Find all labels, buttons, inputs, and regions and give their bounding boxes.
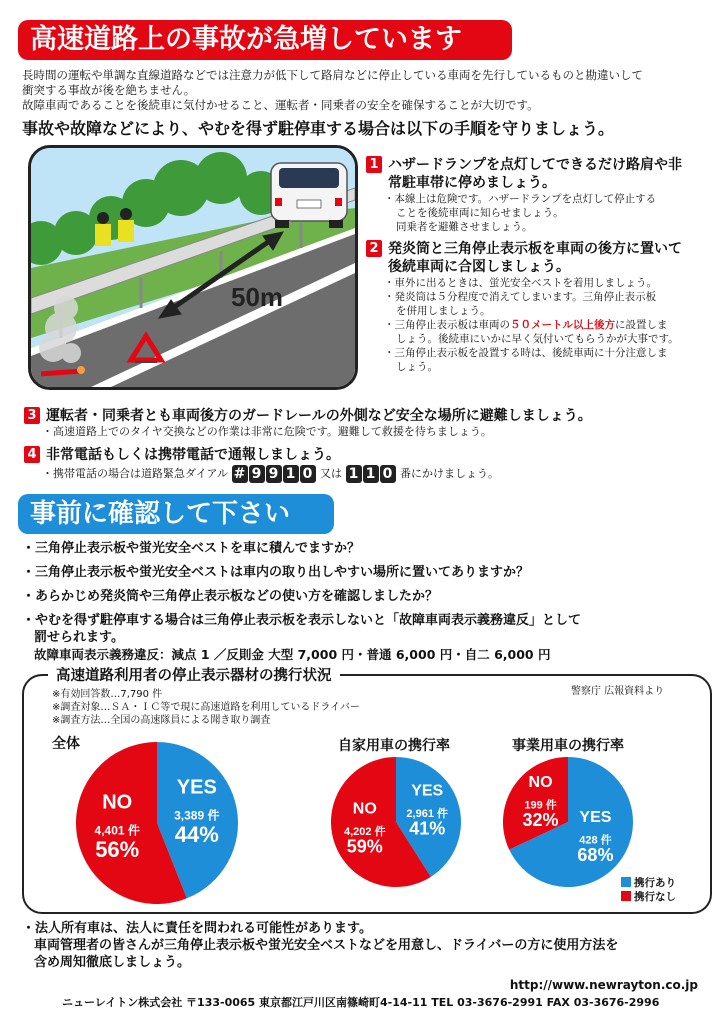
step-title: 常駐車帯に停めましょう。 (388, 175, 556, 191)
intro-line: 衝突する事故が後を絶ちません。 (22, 83, 196, 97)
check-item: ・やむを得ず駐停車する場合は三角停止表示板を表示しないと「故障車両表示義務違反」として (22, 613, 582, 628)
pie-yes-percent: 44% (174, 821, 219, 847)
survey-title: 高速道路利用者の停止表示器材の携行状況 (48, 664, 340, 685)
step-number: 1 (366, 156, 382, 173)
pie-no-name: NO (102, 791, 133, 814)
dial-digit: # (232, 465, 248, 483)
dial-digit: 9 (249, 465, 265, 483)
company-info: ニューレイトン株式会社 〒133-0065 東京都江戸川区南篠崎町4-14-11 TEL 03-3676-2991 FAX 03-3676-2996 (62, 996, 660, 1009)
survey-note: ※調査対象…ＳＡ・ＩＣ等で現に高速道路を利用しているドライバー (52, 702, 360, 713)
note-text: 又は (320, 467, 343, 480)
step-number: 2 (366, 240, 382, 257)
pie-no-percent: 59% (346, 836, 383, 857)
step-note: ・発炎筒は５分程度で消えてしまいます。三角停止表示板 (384, 291, 657, 303)
legend-label: 携行なし (634, 891, 676, 903)
step-title: 後続車両に合図しましょう。 (388, 259, 570, 275)
pie-no-count: 199 件 (524, 799, 557, 812)
pie-yes-count: 2,961 件 (406, 807, 449, 820)
dial-digit: 0 (300, 465, 316, 483)
dial-digit: 1 (363, 465, 379, 483)
legend-item-no (621, 890, 676, 904)
pie-no-name: NO (528, 773, 553, 791)
step-note: ・車外に出るときは、蛍光安全ベストを着用しましょう。 (384, 277, 657, 289)
penalty-line: 故障車両表示義務違反：減点 1 ／反則金 大型 7,000 円・普通 6,000 円・自二 6,000 円 (34, 647, 551, 662)
step-note: ・三角停止表示板を設置する時は、後続車両に十分注意しま (384, 347, 668, 359)
pie-no-count: 4,401 件 (94, 823, 140, 838)
corporate-note (22, 920, 712, 971)
check-item: ・三角停止表示板や蛍光安全ベストを車に積んでますか？ (22, 541, 361, 556)
step-note: しょう。後続車にいかに早く気付いてもらうかが大事です。 (396, 333, 679, 345)
check-item: ・あらかじめ発炎筒や三角停止表示板などの使い方を確認しましたか？ (22, 589, 439, 604)
corporate-note-line: ・法人所有車は、法人に責任を問われる可能性があります。 (22, 921, 372, 936)
lead-instruction: 事故や故障などにより、やむを得ず駐停車する場合は以下の手順を守りましょう。 (22, 119, 615, 138)
note-text: に設置しま (615, 319, 668, 331)
dial-digit: 1 (346, 465, 362, 483)
pie-no-percent: 32% (522, 810, 559, 831)
pie-yes-percent: 68% (577, 845, 614, 866)
chart-title: 自家用車の携行率 (338, 738, 450, 754)
distance-label: 50m (231, 282, 284, 312)
pie-no-name: NO (352, 800, 377, 818)
step-title: 非常電話もしくは携帯電話で通報しましょう。 (46, 447, 340, 463)
note-text: 番にかけましょう。 (400, 467, 500, 480)
note-text: ・携帯電話の場合は道路緊急ダイアル (42, 467, 229, 480)
step-number: 3 (24, 407, 40, 424)
pie-no-percent: 56% (95, 836, 140, 862)
pie-yes-name: YES (579, 808, 612, 826)
survey-note: ※調査方法…全国の高速隊員による聞き取り調査 (52, 715, 271, 726)
chart-title: 全体 (52, 736, 80, 752)
corporate-note-line: 含め周知徹底しましょう。 (34, 955, 191, 970)
step-note: ことを後続車両に知らせましょう。 (396, 207, 564, 219)
check-item: 罰せられます。 (34, 630, 124, 645)
intro-line: 長時間の運転や単調な直線道路などでは注意力が低下して路肩などに停止している車両を先行しているものと勘違いして (22, 68, 643, 82)
step-title: ハザードランプを点灯してできるだけ路肩や非 (388, 157, 682, 173)
step-note: ・本線上は危険です。ハザードランプを点灯して停止する (384, 193, 657, 205)
step-note: しょう。 (396, 361, 438, 373)
step-note: 同乗者を避難させましょう。 (396, 221, 533, 233)
pie-yes-name: YES (176, 776, 217, 799)
pie-yes-percent: 41% (409, 818, 446, 839)
pie-no-count: 4,202 件 (343, 826, 386, 839)
chart-title: 事業用車の携行率 (512, 738, 624, 754)
step-title: 発炎筒と三角停止表示板を車両の後方に置いて (388, 241, 682, 257)
company-url[interactable]: http://www.newrayton.co.jp (509, 978, 698, 992)
legend-swatch (621, 877, 631, 887)
dial-digit: 1 (283, 465, 299, 483)
check-title-banner: 事前に確認して下さい (18, 494, 334, 534)
dial-digit: 9 (266, 465, 282, 483)
legend-swatch (621, 891, 631, 901)
dial-digit: 0 (380, 465, 396, 483)
corporate-note-line: 車両管理者の皆さんが三角停止表示板や蛍光安全ベストなどを用意し、ドライバーの方に使用方法を (34, 938, 619, 953)
check-item: ・三角停止表示板や蛍光安全ベストは車内の取り出しやすい場所に置いてありますか？ (22, 565, 530, 580)
survey-note: ※有効回答数…7,790 件 (52, 689, 163, 700)
chart-legend (621, 876, 676, 904)
pie-yes-count: 428 件 (579, 834, 612, 847)
legend-label: 携行あり (634, 877, 676, 889)
pie-yes-name: YES (411, 782, 444, 800)
step-note: を併用しましょう。 (396, 305, 491, 317)
main-title-banner: 高速道路上の事故が急増しています (18, 20, 512, 60)
step-title: 運転者・同乗者とも車両後方のガードレールの外側など安全な場所に避難しましょう。 (46, 408, 592, 424)
note-text: ・三角停止表示板は車両の (384, 319, 510, 331)
survey-source: 警察庁 広報資料より (571, 686, 665, 697)
intro-line: 故障車両であることを後続車に気付かせること、運転者・同乗者の安全を確保することが大切です。 (22, 98, 539, 112)
pie-yes-count: 3,389 件 (174, 808, 220, 823)
step-note: ・高速道路上でのタイヤ交換などの作業は非常に危険です。避難して救援を待ちましょう。 (42, 425, 492, 438)
distance-highlight: ５０メートル以上後方 (510, 319, 615, 331)
step-number: 4 (24, 446, 40, 463)
legend-item-yes (621, 876, 676, 890)
